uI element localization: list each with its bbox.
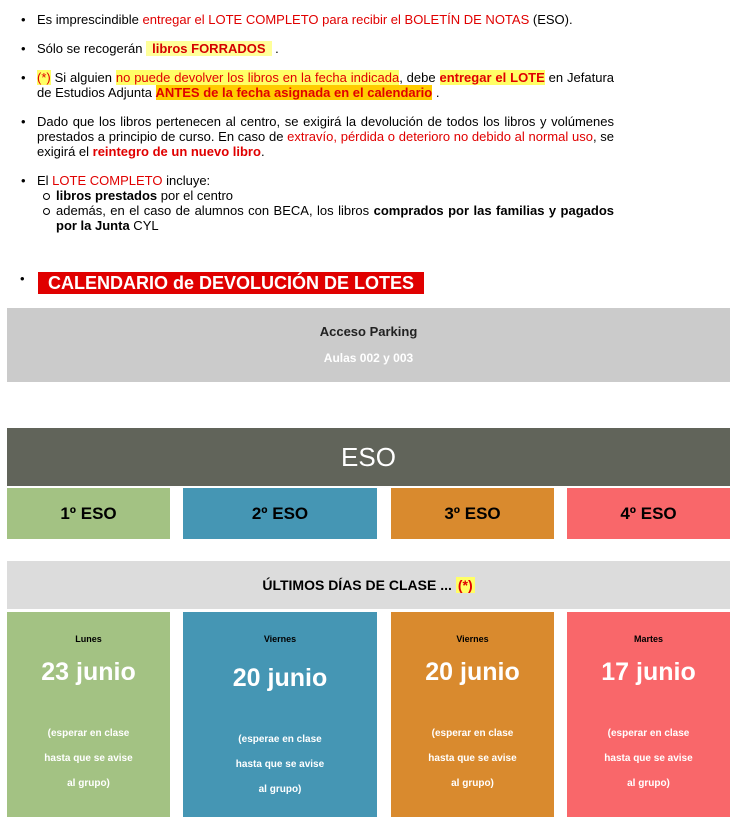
weekday: Lunes	[75, 634, 102, 644]
weekday: Viernes	[263, 634, 297, 644]
grade-3-eso: 3º ESO	[391, 488, 554, 539]
note-line: al grupo)	[627, 778, 670, 789]
day-card-2-eso	[183, 612, 377, 817]
note-line: (esperar en clase	[431, 728, 514, 739]
day-card-4-eso	[567, 612, 730, 817]
day-card-1-eso	[7, 612, 170, 817]
info-list	[18, 12, 614, 247]
asterisk-note: (*)	[37, 70, 51, 85]
note-line: hasta que se avise	[604, 753, 693, 764]
info-item-covered-books: • Sólo se recogerán libros FORRADOS .	[18, 41, 614, 56]
asterisk-note: (*)	[457, 577, 473, 593]
info-item-early-return: • (*) Si alguien no puede devolver los libros en la fecha indicada, debe entregar el LOTE en Jefatura de Estudios Adjunta ANTES de la fecha asignada en el calendario .	[18, 70, 614, 100]
covered-books-highlight: libros FORRADOS	[146, 41, 271, 56]
list-item: además, en el caso de alumnos con BECA, los libros comprados por las familias y pagados por la Junta CYL	[37, 203, 614, 233]
weekday: Martes	[633, 634, 663, 644]
note-line: (esperae en clase	[238, 734, 322, 745]
date: 20 junio	[232, 664, 328, 692]
eso-header: ESO	[7, 428, 730, 486]
grade-4-eso: 4º ESO	[567, 488, 730, 539]
note-line: hasta que se avise	[44, 753, 133, 764]
note-line: (esperar en clase	[607, 728, 690, 739]
grade-1-eso: 1º ESO	[7, 488, 170, 539]
last-class-days-label: ÚLTIMOS DÍAS DE CLASE ...	[262, 577, 452, 593]
lot-contents-list	[37, 188, 614, 233]
info-item-complete-lot: • Es imprescindible entregar el LOTE COMPLETO para recibir el BOLETÍN DE NOTAS (ESO).	[18, 12, 614, 27]
note-line: al grupo)	[67, 778, 110, 789]
info-item-lot-contents: • El LOTE COMPLETO incluye: libros prestados por el centro además, en el caso de alumnos con BECA, los libros comprados por las familias y pagados por la Junta CYL	[18, 173, 614, 233]
info-item-loss-policy: • Dado que los libros pertenecen al centro, se exigirá la devolución de todos los libros y volúmenes prestados a principio de curso. En caso de extravío, pérdida o deterioro no debido al normal uso, se exigirá el reintegro de un nuevo libro.	[18, 114, 614, 159]
date: 23 junio	[41, 658, 136, 686]
last-class-days-banner	[7, 561, 730, 609]
bullet-icon: •	[20, 271, 25, 286]
classrooms-label: Aulas 002 y 003	[323, 351, 414, 365]
grade-2-eso: 2º ESO	[183, 488, 377, 539]
parking-banner	[7, 308, 730, 382]
weekday: Viernes	[456, 634, 489, 644]
day-card-3-eso	[391, 612, 554, 817]
note-line: al grupo)	[258, 784, 302, 795]
list-item: libros prestados por el centro	[37, 188, 614, 203]
date: 17 junio	[601, 658, 696, 686]
note-line: hasta que se avise	[235, 759, 325, 770]
note-line: al grupo)	[451, 778, 494, 789]
note-line: (esperar en clase	[47, 728, 130, 739]
date: 20 junio	[425, 658, 520, 686]
calendar-title: CALENDARIO de DEVOLUCIÓN DE LOTES	[38, 272, 424, 294]
parking-label: Acceso Parking	[319, 324, 418, 339]
note-line: hasta que se avise	[428, 753, 517, 764]
